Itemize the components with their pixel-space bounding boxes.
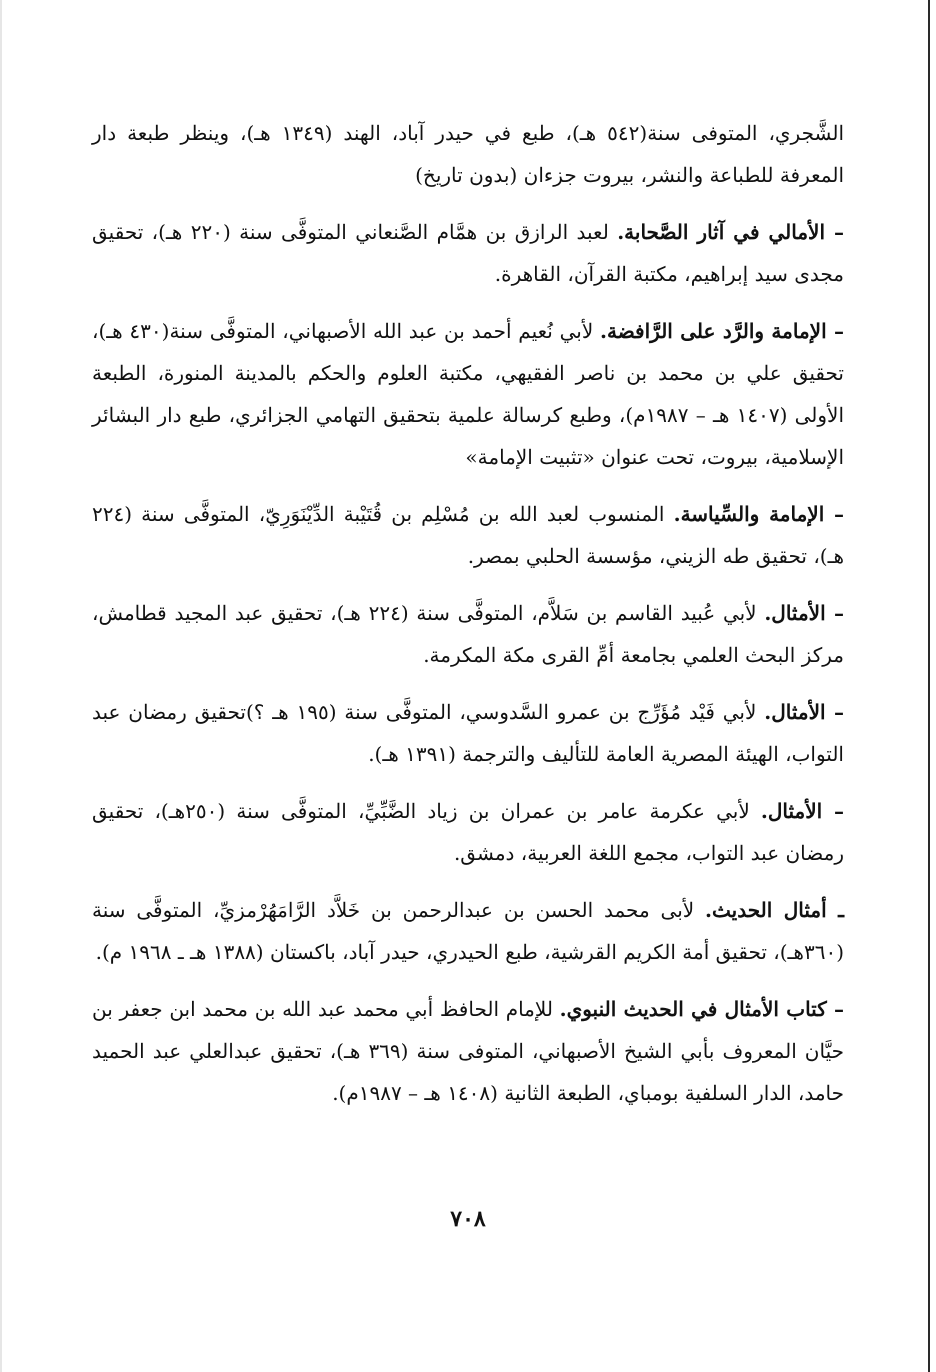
page-number: ٧٠٨ xyxy=(450,1206,486,1232)
bibliography-entry-5 xyxy=(92,592,844,676)
entry-title: – الأمثال. xyxy=(760,799,844,823)
entry-title: – الإمامة والرَّد على الرَّافضة. xyxy=(600,319,844,343)
entry-body: لأبي عُبيد القاسم بن سَلاَّم، المتوفَّى سنة (٢٢٤ هـ)، تحقيق عبد المجيد قطامش، مركز البحث العلمي بجامعة أمِّ القرى مكة المكرمة. xyxy=(92,601,844,667)
bibliography-entry-9 xyxy=(92,988,844,1114)
entry-title: – كتاب الأمثال في الحديث النبوي. xyxy=(559,997,845,1021)
entry-title: – الأمثال. xyxy=(764,601,844,625)
entry-title: – الإمامة والسِّياسة. xyxy=(673,502,845,526)
entry-body: للإمام الحافظ أبي محمد عبد الله بن محمد ابن جعفر بن حيَّان المعروف بأبي الشيخ الأصبهاني، المتوفى سنة (٣٦٩ هـ)، تحقيق عبدالعلي عبد الحميد حامد، الدار السلفية بومباي، الطبعة الثانية (١٤٠٨ هـ – ١٩٨٧م). xyxy=(92,997,844,1105)
entry-body: لأبى محمد الحسن بن عبدالرحمن بن خَلاَّد الرَّامَهُرْمزيِّ، المتوفَّى سنة (٣٦٠هـ)، تحقيق أمة الكريم القرشية، طبع الحيدري، حيدر آباد، باكستان (١٣٨٨ هـ ـ ١٩٦٨ م). xyxy=(92,898,844,964)
page-binding-edge xyxy=(928,0,930,1372)
entry-body: لأبي فَيْد مُؤَرِّج بن عمرو السَّدوسي، المتوفَّى سنة (١٩٥ هـ ؟)تحقيق رمضان عبد التواب، الهيئة المصرية العامة للتأليف والترجمة (١٣٩١ هـ). xyxy=(92,700,844,766)
bibliography-entry-4 xyxy=(92,493,844,577)
bibliography-list xyxy=(92,112,844,1129)
bibliography-entry-3 xyxy=(92,310,844,478)
entry-title: ـ أمثال الحديث. xyxy=(705,898,844,922)
bibliography-entry-2 xyxy=(92,211,844,295)
entry-body: لعبد الرازق بن همَّام الصَّنعاني المتوفَّى سنة (٢٢٠ هـ)، تحقيق مجدى سيد إبراهيم، مكتبة القرآن، القاهرة. xyxy=(92,220,844,286)
bibliography-entry-1 xyxy=(92,112,844,196)
bibliography-entry-7 xyxy=(92,790,844,874)
bibliography-entry-6 xyxy=(92,691,844,775)
page-left-edge xyxy=(0,0,2,1372)
entry-body: لأبي عكرمة عامر بن عمران بن زياد الضَّبِّيِّ، المتوفَّى سنة (٢٥٠هـ)، تحقيق رمضان عبد التواب، مجمع اللغة العربية، دمشق. xyxy=(92,799,844,865)
entry-body: لأبي نُعيم أحمد بن عبد الله الأصبهاني، المتوفَّى سنة(٤٣٠ هـ)، تحقيق علي بن محمد بن ناصر الفقيهي، مكتبة العلوم والحكم بالمدينة المنورة، الطبعة الأولى (١٤٠٧ هـ – ١٩٨٧م)، وطبع كرسالة علمية بتحقيق التهامي الجزائري، طبع دار البشائر الإسلامية، بيروت، تحت عنوان «تثبيت الإمامة» xyxy=(92,319,845,469)
entry-body: الشَّجري، المتوفى سنة(٥٤٢ هـ)، طبع في حيدر آباد، الهند (١٣٤٩ هـ)، وينظر طبعة دار المعرفة للطباعة والنشر، بيروت جزءان (بدون تاريخ) xyxy=(92,121,844,187)
entry-title: – الأمالي في آثار الصَّحابة. xyxy=(617,220,844,244)
bibliography-entry-8 xyxy=(92,889,844,973)
entry-body: المنسوب لعبد الله بن مُسْلِم بن قُتَيْبة الدِّيْنَوَرِيّ، المتوفَّى سنة (٢٢٤ هـ)، تحقيق طه الزيني، مؤسسة الحلبي بمصر. xyxy=(92,502,844,568)
entry-title: – الأمثال. xyxy=(764,700,844,724)
